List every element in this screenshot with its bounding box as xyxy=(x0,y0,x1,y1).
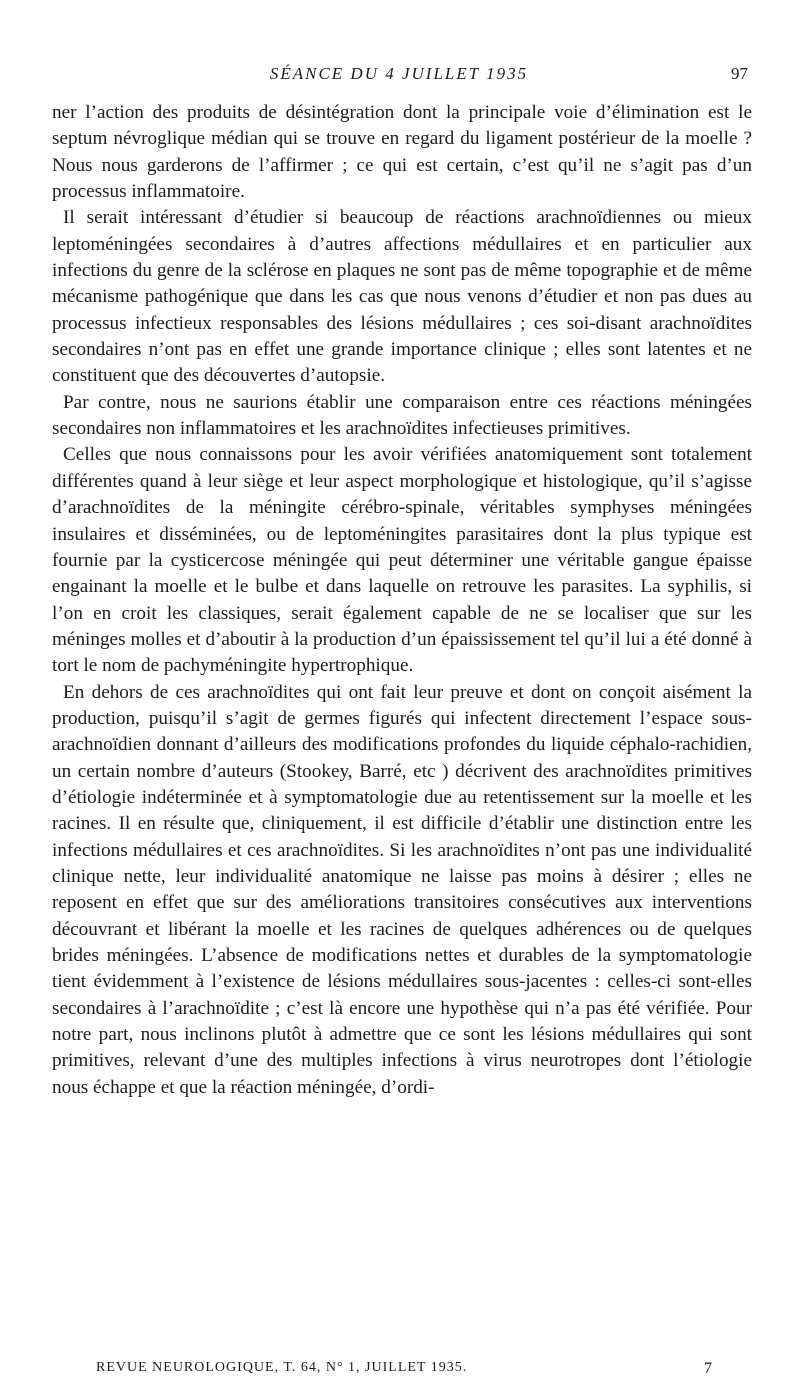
page-number: 97 xyxy=(731,64,748,83)
paragraph: En dehors de ces arachnoïdites qui ont fait leur preuve et dont on conçoit aisément la production, puisqu’il s’agit de germes figurés qui infectent directement l’espace sous-arachnoïdien donnant d’ailleurs des modifications profondes du liquide céphalo-rachidien, un certain nombre d’auteurs (Stookey, Barré, etc ) décrivent des arachnoïdites primitives d’étiologie indéterminée et à symptomatologie due au retentissement sur la moelle et les racines. Il en résulte que, cliniquement, il est difficile d’établir une distinction entre les infections médullaires et ces arachnoïdites. Si les arachnoïdites n’ont pas une individualité clinique nette, leur individualité anatomique ne laisse pas moins à désirer ; elles ne reposent en effet que sur des améliorations transitoires consécutives aux interventions découvrant et libérant la moelle et les racines de quelques adhérences ou de quelques brides méningées. L’absence de modifications nettes et durables de la symptomatologie tient évidemment à l’existence de lésions médullaires sous-jacentes : celles-ci sont-elles secondaires à l’arachnoïdite ; c’est là encore une hypothèse qui n’a pas été vérifiée. Pour notre part, nous inclinons plutôt à admettre que ce sont les lésions médullaires qui sont primitives, relevant d’une des multiples infections à virus neurotropes dont l’étiologie nous échappe et que la réaction méningée, d’ordi- xyxy=(52,681,752,1098)
paragraph: Celles que nous connaissons pour les avoir vérifiées anatomiquement sont totalement différentes quand à leur siège et leur aspect morphologique et histologique, qu’il s’agisse d’arachnoïdites de la méningite cérébro-spinale, véritables symphyses méningées insulaires et disséminées, ou de leptoméningites parasitaires dont la plus typique est fournie par la cysticercose méningée qui peut déterminer une véritable gangue épaisse engainant la moelle et le bulbe et dans laquelle on retrouve les parasites. La syphilis, si l’on en croit les classiques, serait également capable de ne se localiser que sur les méninges molles et d’aboutir à la production d’un épaississement tel qu’il lui a été donné à tort le nom de pachyméningite hypertrophique. xyxy=(52,444,752,677)
paragraph: Il serait intéressant d’étudier si beaucoup de réactions arachnoïdiennes ou mieux leptoméningées secondaires à d’autres affections médullaires et en particulier aux infections du genre de la sclérose en plaques ne sont pas de même topographie et de même mécanisme pathogénique que dans les cas que nous venons d’étudier et non pas dues au processus infectieux responsables des lésions médullaires ; ces soi-disant arachnoïdites secondaires n’ont pas en effet une grande importance clinique ; elles sont latentes et ne constituent que des découvertes d’autopsie. xyxy=(52,207,752,387)
body-text xyxy=(52,100,752,1101)
paragraph-continuation: ner l’action des produits de désintégration dont la principale voie d’élimination est le septum névroglique médian qui se trouve en regard du ligament postérieur de la moelle ? Nous nous garderons de l’affirmer ; ce qui est certain, c’est qu’il ne s’agit pas d’un processus inflammatoire. xyxy=(52,102,752,203)
running-title: SÉANCE DU 4 JUILLET 1935 xyxy=(269,64,529,83)
running-header xyxy=(50,64,748,88)
journal-citation: REVUE NEUROLOGIQUE, T. 64, N° 1, JUILLET 1935. xyxy=(96,1360,468,1375)
paragraph: Par contre, nous ne saurions établir une comparaison entre ces réactions méningées secondaires non inflammatoires et les arachnoïdites infectieuses primitives. xyxy=(52,391,752,440)
signature-mark: 7 xyxy=(704,1360,712,1377)
page-footer xyxy=(96,1360,712,1382)
